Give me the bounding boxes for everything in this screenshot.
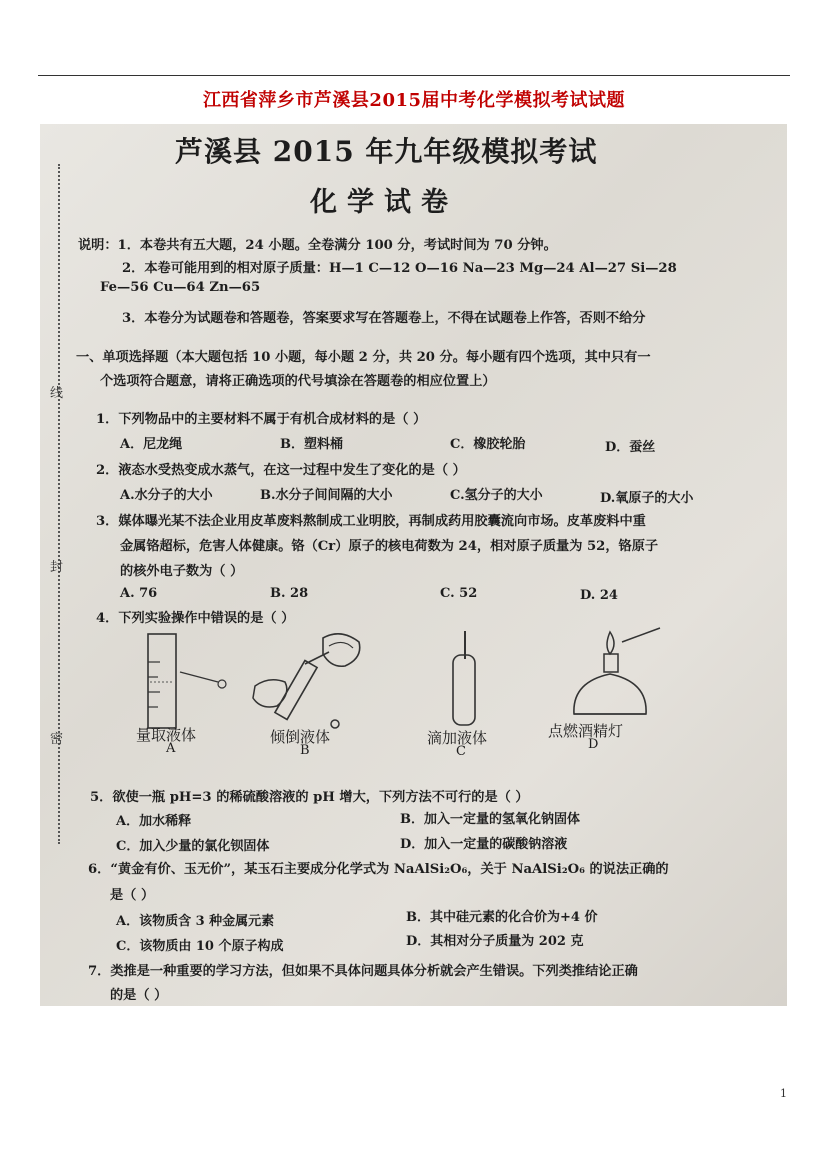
q6-option-d: D．其相对分子质量为 202 克 [406,934,584,949]
q3-option-c: C. 52 [440,586,478,601]
q6-stem-cont: 是（ ） [110,888,155,903]
q3-line-3: 的核外电子数为（ ） [120,564,244,579]
side-mark-line: 线 [50,386,64,401]
note-3: 3．本卷分为试题卷和答题卷，答案要求写在答题卷上，不得在试题卷上作答，否则不给分 [122,311,646,326]
exam-photo [40,124,787,1006]
q1-option-a: A．尼龙绳 [120,437,183,452]
figure-d-alcohol-lamp [560,624,670,724]
exam-title: 芦溪县 2015 年九年级模拟考试 [175,135,598,168]
q6-stem: 6．“黄金有价、玉无价”，某玉石主要成分化学式为 NaAlSi₂O₆，关于 NaAlSi₂O₆ 的说法正确的 [88,862,669,877]
figure-c-dropping-liquid [435,629,495,729]
figure-d-label: D [588,737,599,752]
figure-b-caption: 倾倒液体 [270,728,331,746]
figure-c-label: C [456,744,466,759]
q3-option-b: B. 28 [270,586,309,601]
document-heading: 江西省萍乡市芦溪县2015届中考化学模拟考试试题 [202,90,626,111]
q5-option-a: A．加水稀释 [116,814,192,829]
note-2-cont: Fe—56 Cu—64 Zn—65 [100,280,261,295]
note-1: 说明：1．本卷共有五大题，24 小题。全卷满分 100 分，考试时间为 70 分钟。 [78,238,557,253]
q7-stem-cont: 的是（ ） [110,988,168,1003]
figure-d-caption: 点燃酒精灯 [548,722,624,740]
q4-stem: 4．下列实验操作中错误的是（ ） [96,611,295,626]
q3-line-2: 金属铬超标，危害人体健康。铬（Cr）原子的核电荷数为 24，相对原子质量为 52，铬原子 [120,539,659,554]
q3-option-a: A. 76 [120,586,158,601]
q5-option-b: B．加入一定量的氢氧化钠固体 [400,812,580,827]
q6-option-c: C．该物质由 10 个原子构成 [116,939,284,954]
q3-line-1: 3．媒体曝光某不法企业用皮革废料熬制成工业明胶，再制成药用胶囊流向市场。皮革废料中重 [96,514,646,529]
figure-c-caption: 滴加液体 [427,729,488,747]
q1-option-c: C．橡胶轮胎 [450,437,526,452]
q5-stem: 5．欲使一瓶 pH=3 的稀硫酸溶液的 pH 增大，下列方法不可行的是（ ） [90,790,529,805]
side-mark-seal: 封 [50,560,64,575]
figure-a-measuring-cylinder [128,632,238,732]
q6-option-b: B．其中硅元素的化合价为+4 价 [406,910,598,925]
section-1-heading-cont: 个选项符合题意，请将正确选项的代号填涂在答题卷的相应位置上） [100,374,496,389]
page-number: 1 [780,1087,787,1100]
q2-option-a: A.水分子的大小 [120,488,213,503]
q2-option-c: C.氢分子的大小 [450,488,543,503]
figure-b-label: B [300,743,310,758]
side-mark-secret: 密 [50,732,64,747]
q7-stem: 7．类推是一种重要的学习方法，但如果不具体问题具体分析就会产生错误。下列类推结论正确 [88,964,638,979]
q2-stem: 2．液态水受热变成水蒸气，在这一过程中发生了变化的是（ ） [96,463,466,478]
q5-option-c: C．加入少量的氯化钡固体 [116,839,270,854]
figure-b-pouring-liquid [245,624,375,734]
header-rule [38,75,790,76]
figure-a-label: A [166,741,176,756]
q2-option-b: B.水分子间间隔的大小 [260,488,393,503]
q2-option-d: D.氧原子的大小 [600,491,694,506]
figure-a-caption: 量取液体 [136,726,197,744]
q3-option-d: D. 24 [580,588,618,603]
section-1-heading: 一、单项选择题（本大题包括 10 小题，每小题 2 分，共 20 分。每小题有四个选项，其中只有一 [76,350,651,365]
exam-subtitle: 化学试卷 [310,187,458,218]
q1-option-b: B．塑料桶 [280,437,343,452]
q6-option-a: A．该物质含 3 种金属元素 [116,914,275,929]
note-2: 2．本卷可能用到的相对原子质量：H—1 C—12 O—16 Na—23 Mg—24 Al—27 Si—28 [122,261,677,276]
q5-option-d: D．加入一定量的碳酸钠溶液 [400,837,568,852]
q1-option-d: D．蚕丝 [605,440,656,455]
q1-stem: 1．下列物品中的主要材料不属于有机合成材料的是（ ） [96,412,427,427]
